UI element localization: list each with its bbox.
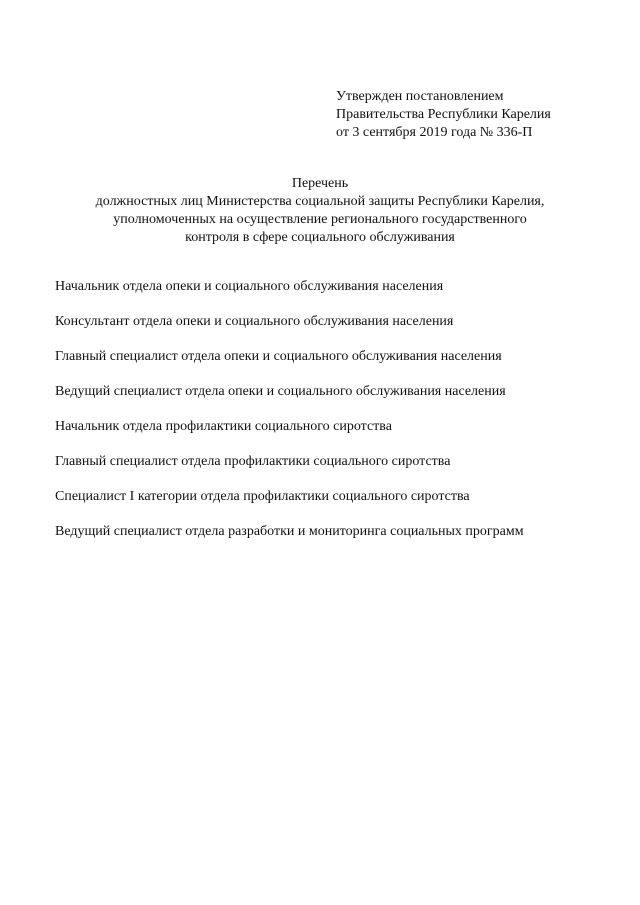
document-title: Перечень <box>291 176 349 191</box>
heading-line: контроля в сфере социального обслуживания <box>185 230 455 245</box>
position-item: Начальник отдела опеки и социального обслуживания населения <box>55 279 444 294</box>
positions-list <box>55 277 524 557</box>
position-item: Консультант отдела опеки и социального обслуживания населения <box>55 314 454 329</box>
approval-line: Правительства Республики Карелия <box>336 107 551 122</box>
position-item: Главный специалист отдела профилактики социального сиротства <box>55 454 451 469</box>
position-item: Ведущий специалист отдела разработки и мониторинга социальных программ <box>55 524 524 539</box>
approval-line: Утвержден постановлением <box>336 89 504 104</box>
document-heading <box>40 175 600 247</box>
heading-line: уполномоченных на осуществление регионального государственного <box>113 212 527 227</box>
position-item: Главный специалист отдела опеки и социального обслуживания населения <box>55 349 502 364</box>
approval-line: от 3 сентября 2019 года № 336-П <box>336 125 533 140</box>
position-item: Начальник отдела профилактики социального сиротства <box>55 419 392 434</box>
approval-block <box>336 88 551 142</box>
position-item: Специалист I категории отдела профилактики социального сиротства <box>55 489 470 504</box>
heading-line: должностных лиц Министерства социальной защиты Республики Карелия, <box>95 194 545 209</box>
position-item: Ведущий специалист отдела опеки и социального обслуживания населения <box>55 384 506 399</box>
